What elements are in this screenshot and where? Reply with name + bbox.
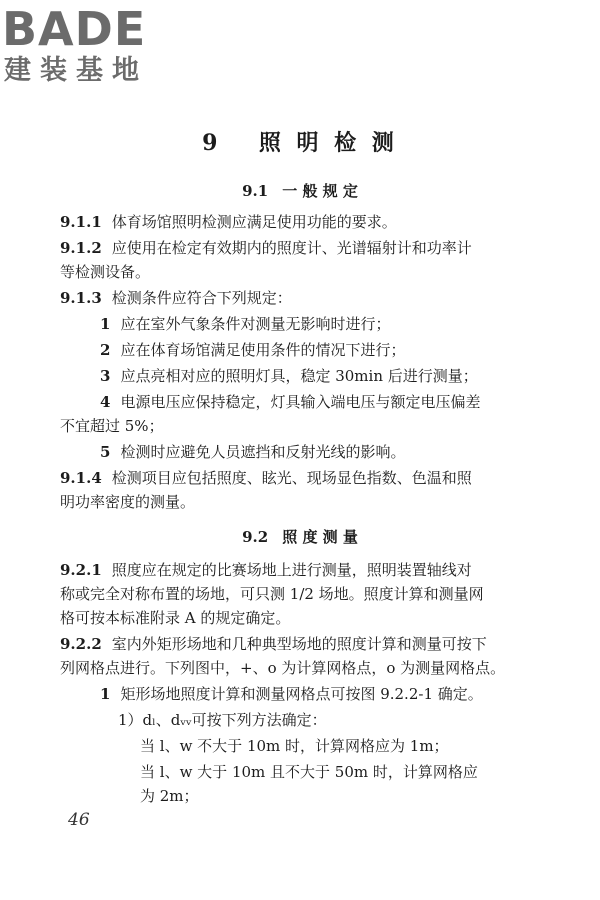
clause-9-1-3-item-3: 3 应点亮相对应的照明灯具，稳定 30min 后进行测量； [100,367,478,385]
clause-9-2-1-cont-2: 格可按本标准附录 A 的规定确定。 [60,609,291,627]
page-number: 46 [68,810,90,830]
chapter-number: 9 [202,130,222,156]
section-title-9-1: 9.1 一 般 规 定 [242,182,358,200]
clause-9-2-2: 9.2.2 室内外矩形场地和几种典型场地的照度计算和测量可按下 [60,635,487,653]
clause-9-1-3-item-5: 5 检测时应避免人员遮挡和反射光线的影响。 [100,443,406,461]
clause-9-1-3-item-2: 2 应在体育场馆满足使用条件的情况下进行； [100,341,406,359]
subitem-1-line-1: 当 l、w 不大于 10m 时，计算网格应为 1m； [140,737,449,755]
logo-subtitle: 建装基地 [4,55,148,86]
clause-9-2-1-cont-1: 称或完全对称布置的场地，可只测 1/2 场地。照度计算和测量网 [60,585,484,603]
clause-9-2-2-item-1: 1 矩形场地照度计算和测量网格点可按图 9.2.2-1 确定。 [100,685,483,703]
chapter-title [0,126,600,157]
clause-9-1-3: 9.1.3 检测条件应符合下列规定： [60,289,292,307]
clause-9-1-3-item-4-cont: 不宜超过 5%； [60,417,164,435]
clause-9-1-2-cont: 等检测设备。 [60,263,151,281]
clause-9-2-1: 9.2.1 照度应在规定的比赛场地上进行测量，照明装置轴线对 [60,561,472,579]
clause-9-1-4: 9.1.4 检测项目应包括照度、眩光、现场显色指数、色温和照 [60,469,472,487]
bade-logo [2,4,178,90]
clause-9-1-1: 9.1.1 体育场馆照明检测应满足使用功能的要求。 [60,213,397,231]
clause-9-2-2-cont: 列网格点进行。下列图中，+、o 为计算网格点，o 为测量网格点。 [60,659,506,677]
clause-9-1-3-item-1: 1 应在室外气象条件对测量无影响时进行； [100,315,391,333]
subitem-1-line-3: 为 2m； [140,787,199,805]
clause-9-2-2-subitem-1: 1）dₗ、dᵥᵥ可按下列方法确定： [118,711,327,729]
section-title-9-2: 9.2 照 度 测 量 [242,528,358,546]
subitem-1-line-2: 当 l、w 大于 10m 且不大于 50m 时，计算网格应 [140,763,478,781]
logo-wordmark: BADE [2,2,147,56]
clause-9-1-3-item-4: 4 电源电压应保持稳定，灯具输入端电压与额定电压偏差 [100,393,481,411]
chapter-heading: 照 明 检 测 [258,130,398,156]
clause-9-1-4-cont: 明功率密度的测量。 [60,493,196,511]
clause-9-1-2: 9.1.2 应使用在检定有效期内的照度计、光谱辐射计和功率计 [60,239,472,257]
